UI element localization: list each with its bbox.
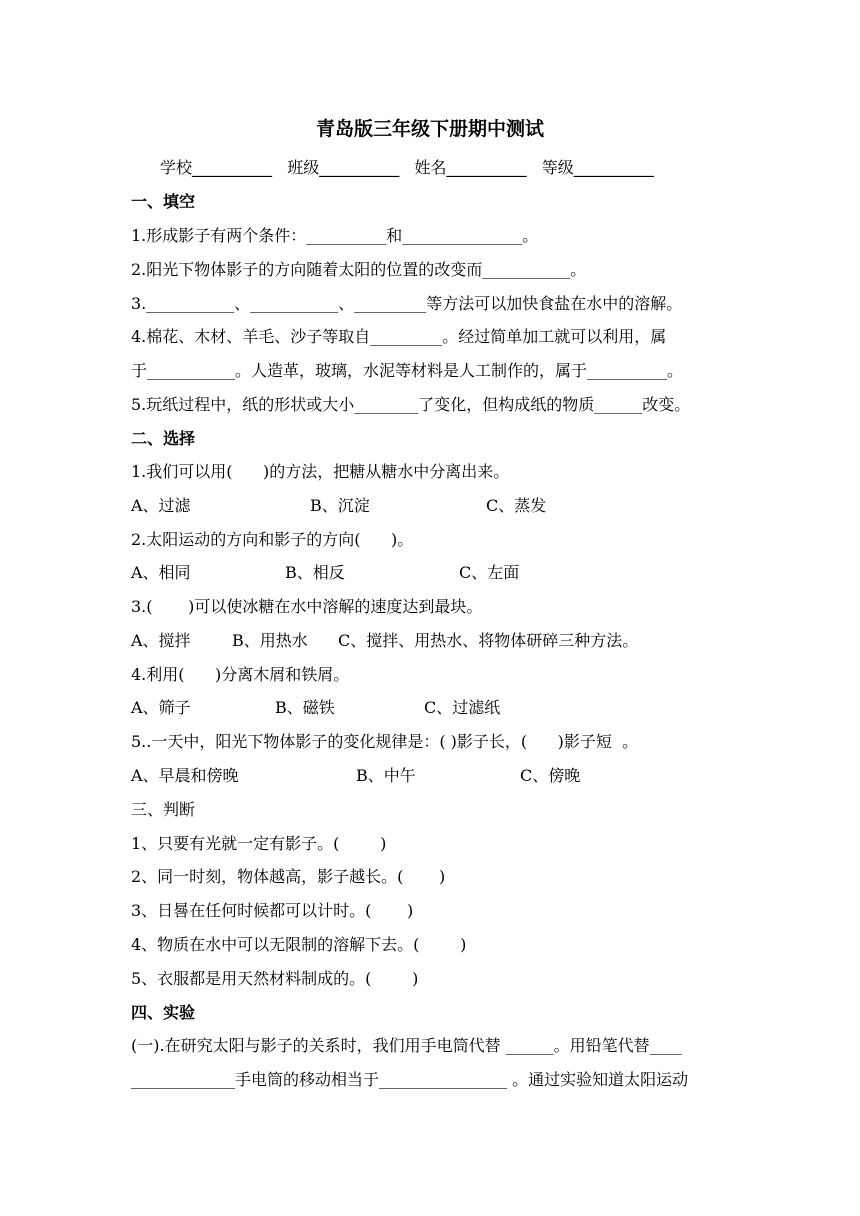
choice-2-option-c: C、左面 [459,563,520,582]
fill-question-5: 5.玩纸过程中，纸的形状或大小________了变化，但构成纸的物质______改变。 [131,395,691,414]
section-heading-judge: 三、判断 [131,800,196,819]
choice-1-option-b: B、沉淀 [310,496,370,515]
choice-3-option-a: A、搅拌 [131,631,191,650]
choice-question-3: 3.( )可以使冰糖在水中溶解的速度达到最块。 [131,597,483,616]
fill-question-2: 2.阳光下物体影子的方向随着太阳的位置的改变而___________。 [131,260,587,279]
section-heading-choice: 二、选择 [131,429,196,448]
choice-3-option-b: B、用热水 [232,631,308,650]
page-title: 青岛版三年级下册期中测试 [315,118,544,140]
judge-question-3: 3、日晷在任何时候都可以计时。( ) [131,901,414,920]
choice-4-option-b: B、磁铁 [275,698,335,717]
fill-question-4-line-2: 于___________。人造革，玻璃，水泥等材料是人工制作的，属于__________。 [131,361,684,380]
judge-question-1: 1、只要有光就一定有影子。( ) [131,834,387,853]
choice-question-5: 5..一天中，阳光下物体影子的变化规律是：( )影子长，( )影子短 。 [131,732,639,751]
choice-1-option-a: A、过滤 [131,496,191,515]
section-heading-experiment: 四、实验 [131,1003,196,1022]
choice-question-2: 2.太阳运动的方向和影子的方向( )。 [131,530,414,549]
choice-4-option-c: C、过滤纸 [424,698,501,717]
choice-1-option-c: C、蒸发 [486,496,547,515]
fill-question-4-line-1: 4.棉花、木材、羊毛、沙子等取自_________。经过简单加工就可以利用，属 [131,327,667,346]
choice-2-option-b: B、相反 [285,563,345,582]
experiment-line-2: _____________手电筒的移动相当于________________ 。通过实验知道太阳运动 [131,1070,689,1089]
fill-question-1: 1.形成影子有两个条件：__________和_______________。 [131,226,539,245]
choice-question-1: 1.我们可以用( )的方法，把糖从糖水中分离出来。 [131,462,510,481]
choice-5-option-c: C、傍晚 [520,766,581,785]
experiment-line-1: (一).在研究太阳与影子的关系时，我们用手电筒代替 ______。用铅笔代替____ [131,1036,682,1055]
choice-5-option-a: A、早晨和傍晚 [131,766,239,785]
judge-question-4: 4、物质在水中可以无限制的溶解下去。( ) [131,935,467,954]
fill-question-3: 3.___________、___________、_________等方法可以加快食盐在水中的溶解。 [131,294,683,313]
choice-question-4: 4.利用( )分离木屑和铁屑。 [131,665,350,684]
choice-3-option-c: C、搅拌、用热水、将物体研碎三种方法。 [338,631,639,650]
choice-2-option-a: A、相同 [131,563,191,582]
student-info-line: 学校__________ 班级__________ 姓名__________ 等级__________ [160,158,654,177]
judge-question-2: 2、同一时刻，物体越高，影子越长。( ) [131,867,446,886]
choice-4-option-a: A、筛子 [131,698,191,717]
section-heading-fill: 一、填空 [131,192,196,211]
choice-5-option-b: B、中午 [356,766,416,785]
judge-question-5: 5、衣服都是用天然材料制成的。( ) [131,969,419,988]
